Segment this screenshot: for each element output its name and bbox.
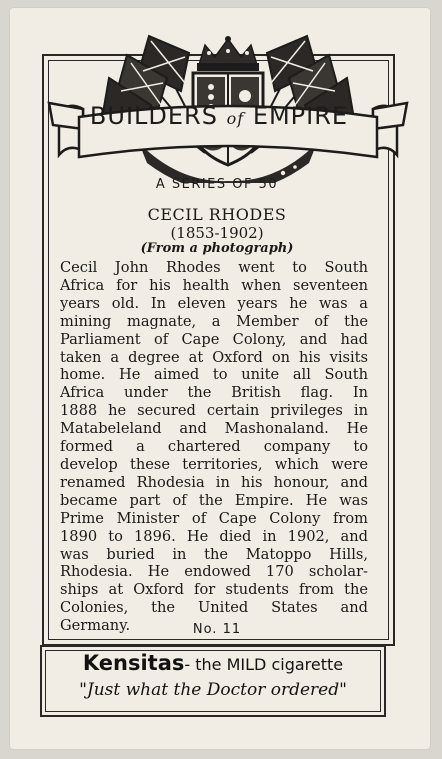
bio-line: ships at Oxford for students from the	[60, 581, 368, 599]
bio-line: mining magnate, a Member of the	[60, 312, 368, 330]
subject-name: CECIL RHODES	[147, 205, 287, 224]
subject-dates: (1853-1902)	[170, 224, 264, 242]
bio-line: became part of the Empire. He was	[60, 491, 368, 509]
bio-line: home. He aimed to unite all South	[60, 366, 368, 384]
royal-crown-icon	[197, 36, 259, 71]
series-count: A SERIES OF 50	[155, 177, 279, 192]
bio-line: 1890 to 1896. He died in 1902, and	[60, 527, 368, 545]
bio-line: Germany.	[60, 617, 131, 635]
series-title: BUILDERS of EMPIRE	[89, 102, 349, 130]
brand-name: Kensitas	[82, 651, 185, 675]
mild-label: MILD	[226, 655, 267, 674]
bio-line: years old. In eleven years he was a	[60, 294, 368, 312]
card-number: No. 11	[192, 622, 242, 637]
bio-line: Matabeleland and Mashonaland. He	[60, 420, 368, 438]
bio-line: Rhodesia. He endowed 170 scholar-	[60, 563, 368, 581]
bio-line: 1888 he secured certain privileges in	[60, 402, 368, 420]
bio-line: renamed Rhodesia in his honour, and	[60, 473, 368, 491]
advert-headline: Kensitas- the MILD cigarette	[82, 651, 344, 675]
cigarette-card	[10, 8, 430, 749]
bio-line: was buried in the Matoppo Hills,	[60, 545, 368, 563]
bio-line: Africa under the British flag. In	[60, 384, 368, 402]
bio-line: Prime Minister of Cape Colony from	[60, 509, 368, 527]
bio-line: taken a degree at Oxford on his visits	[60, 348, 368, 366]
bio-line: Parliament of Cape Colony, and had	[60, 330, 368, 348]
bio-line: formed a chartered company to	[60, 438, 368, 456]
bio-line: Africa for his health when seventeen	[60, 276, 368, 294]
bio-line: develop these territories, which were	[60, 455, 368, 473]
advert-slogan: "Just what the Doctor ordered"	[79, 680, 347, 700]
bio-line: Colonies, the United States and	[60, 599, 368, 617]
photo-source: (From a photograph)	[140, 241, 294, 256]
bio-line: Cecil John Rhodes went to South	[60, 259, 368, 276]
biography-text	[60, 259, 368, 635]
